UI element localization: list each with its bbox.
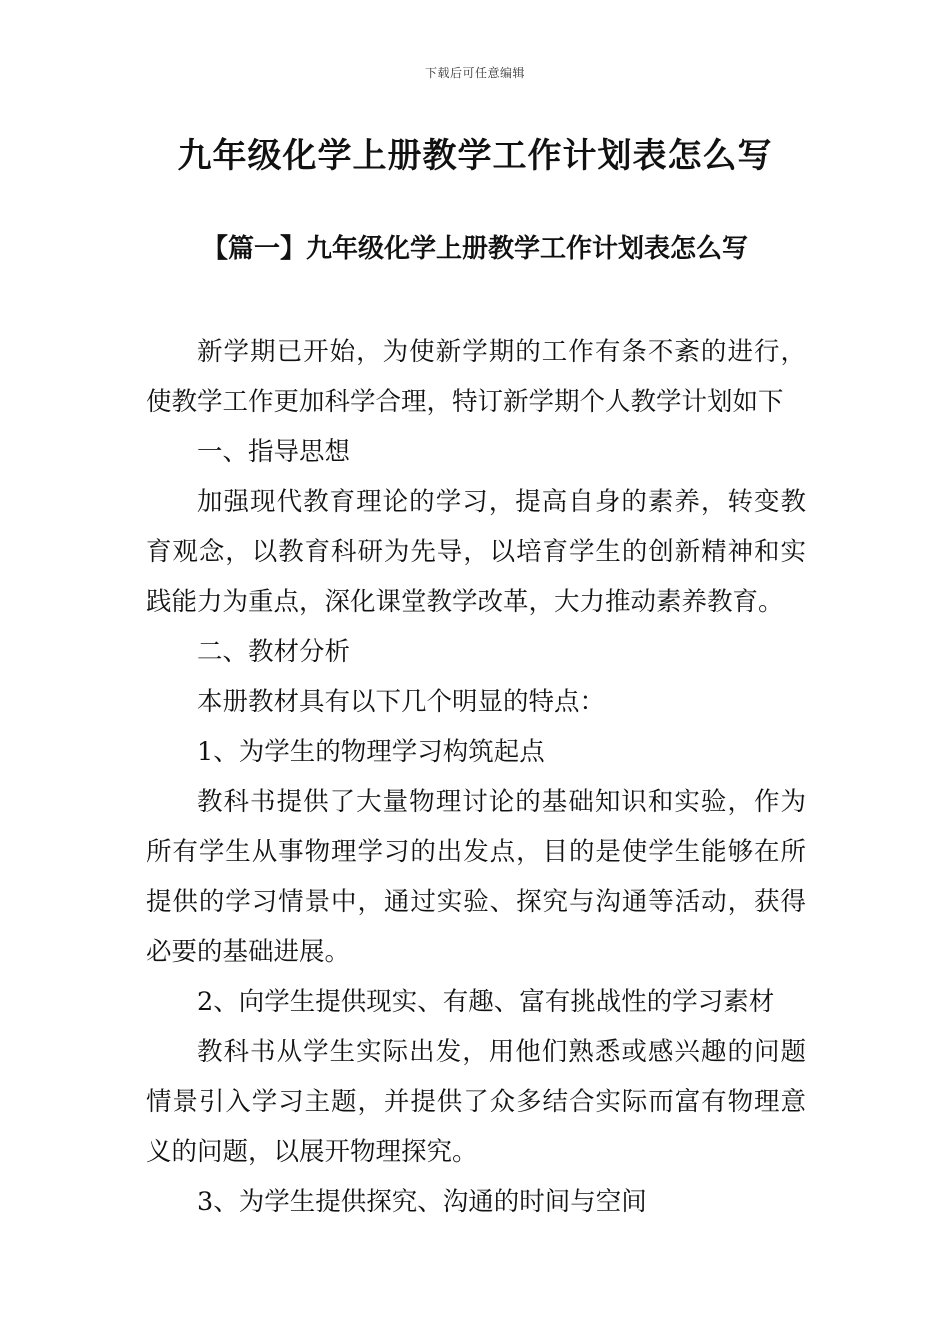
paragraph-guiding-ideology: 加强现代教育理论的学习，提高自身的素养，转变教育观念，以教育科研为先导，以培育学生的创新精神和实践能力为重点，深化课堂教学改革，大力推动素养教育。 <box>146 487 806 617</box>
paragraph-intro: 新学期已开始，为使新学期的工作有条不紊的进行，使教学工作更加科学合理，特订新学期个人教学计划如下 <box>146 337 806 417</box>
paragraph-feature-2: 教科书从学生实际出发，用他们熟悉或感兴趣的问题情景引入学习主题，并提供了众多结合实际而富有物理意义的问题，以展开物理探究。 <box>146 1037 806 1167</box>
heading-guiding-ideology: 一、指导思想 <box>197 437 351 467</box>
subheading-feature-3: 3、为学生提供探究、沟通的时间与空间 <box>197 1187 647 1217</box>
heading-textbook-analysis: 二、教材分析 <box>197 637 351 667</box>
paragraph-textbook-features: 本册教材具有以下几个明显的特点： <box>197 687 606 717</box>
document-title: 九年级化学上册教学工作计划表怎么写 <box>177 136 773 176</box>
page-header-note: 下载后可任意编辑 <box>424 66 525 80</box>
subheading-feature-2: 2、向学生提供现实、有趣、富有挑战性的学习素材 <box>197 987 775 1017</box>
section-title: 【篇一】九年级化学上册教学工作计划表怎么写 <box>201 234 748 264</box>
paragraph-feature-1: 教科书提供了大量物理讨论的基础知识和实验，作为所有学生从事物理学习的出发点，目的是使学生能够在所提供的学习情景中，通过实验、探究与沟通等活动，获得必要的基础进展。 <box>146 787 806 967</box>
document-body <box>146 327 806 1227</box>
subheading-feature-1: 1、为学生的物理学习构筑起点 <box>197 737 545 767</box>
